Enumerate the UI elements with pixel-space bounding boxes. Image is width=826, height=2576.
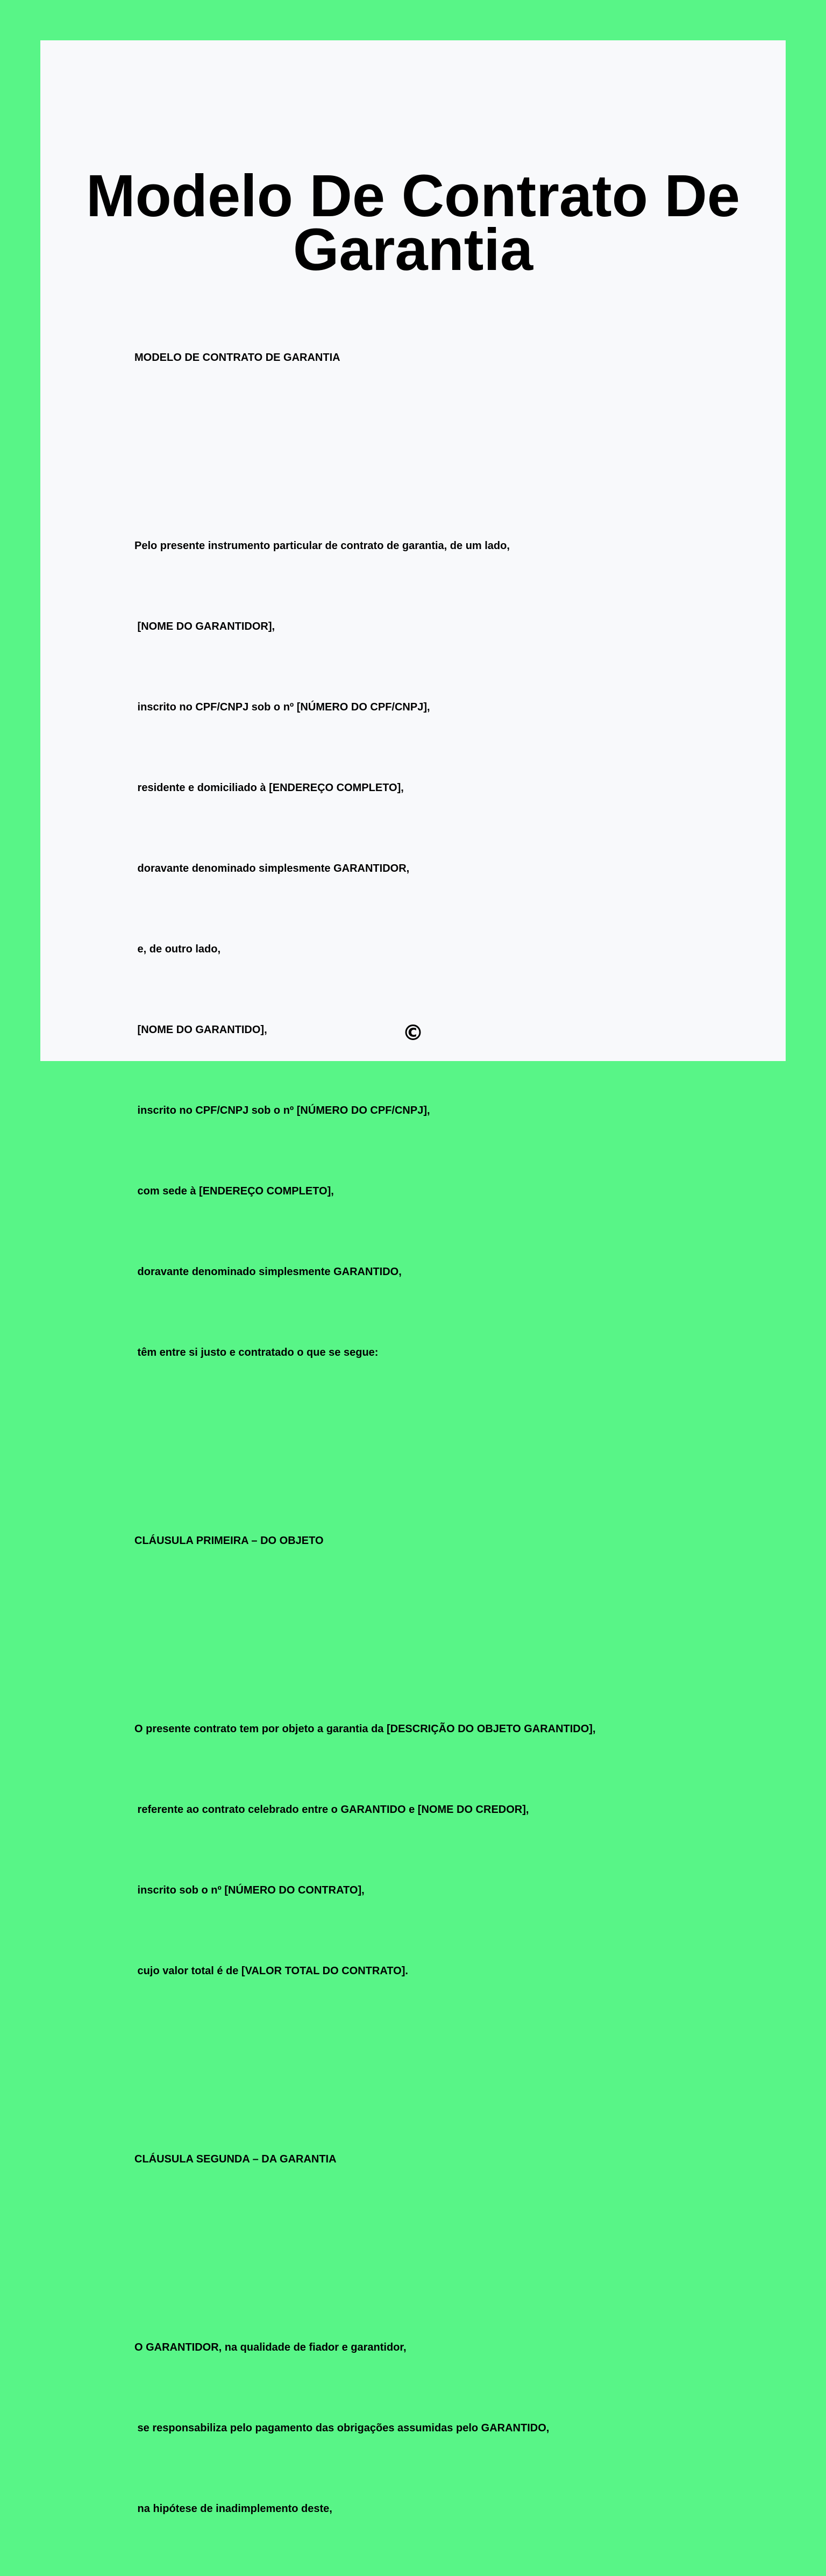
document-title: Modelo De Contrato De Garantia xyxy=(86,163,740,283)
paragraph-gap xyxy=(134,1420,699,1447)
copyright-icon: © xyxy=(402,1021,424,1045)
intro-line: com sede à [ENDEREÇO COMPLETO], xyxy=(134,1185,334,1197)
clause1-line: referente ao contrato celebrado entre o GARANTIDO e [NOME DO CREDOR], xyxy=(134,1804,529,1816)
intro-line: têm entre si justo e contratado o que se segue: xyxy=(134,1347,379,1358)
paragraph-gap xyxy=(134,2226,699,2253)
intro-line: inscrito no CPF/CNPJ sob o nº [NÚMERO DO CPF/CNPJ], xyxy=(134,701,430,713)
clause1-line: O presente contrato tem por objeto a garantia da [DESCRIÇÃO DO OBJETO GARANTIDO], xyxy=(134,1723,596,1735)
intro-line: [NOME DO GARANTIDOR], xyxy=(134,621,275,632)
clause2-line: na hipótese de inadimplemento deste, xyxy=(134,2503,332,2515)
paragraph-gap xyxy=(134,1608,699,1635)
clause1-heading: CLÁUSULA PRIMEIRA – DO OBJETO xyxy=(134,1535,324,1547)
clause2-line: O GARANTIDOR, na qualidade de fiador e garantidor, xyxy=(134,2342,407,2353)
clause1-line: inscrito sob o nº [NÚMERO DO CONTRATO], xyxy=(134,1884,365,1896)
document-heading: MODELO DE CONTRATO DE GARANTIA xyxy=(134,352,340,364)
intro-line: doravante denominado simplesmente GARANTIDOR, xyxy=(134,863,410,874)
paragraph-gap xyxy=(134,2038,699,2065)
intro-line: [NOME DO GARANTIDO], xyxy=(134,1024,267,1036)
intro-line: residente e domiciliado à [ENDEREÇO COMPLETO], xyxy=(134,782,404,794)
document-body xyxy=(134,290,699,2576)
intro-line: doravante denominado simplesmente GARANTIDO, xyxy=(134,1266,402,1278)
intro-line: Pelo presente instrumento particular de contrato de garantia, de um lado, xyxy=(134,540,510,552)
clause1-line: cujo valor total é de [VALOR TOTAL DO CONTRATO]. xyxy=(134,1965,408,1977)
clause2-heading: CLÁUSULA SEGUNDA – DA GARANTIA xyxy=(134,2153,337,2165)
intro-line: e, de outro lado, xyxy=(134,943,221,955)
intro-line: inscrito no CPF/CNPJ sob o nº [NÚMERO DO CPF/CNPJ], xyxy=(134,1105,430,1116)
paragraph-gap xyxy=(134,425,699,452)
clause2-line: se responsabiliza pelo pagamento das obrigações assumidas pelo GARANTIDO, xyxy=(134,2422,550,2434)
document-page xyxy=(40,40,786,2515)
